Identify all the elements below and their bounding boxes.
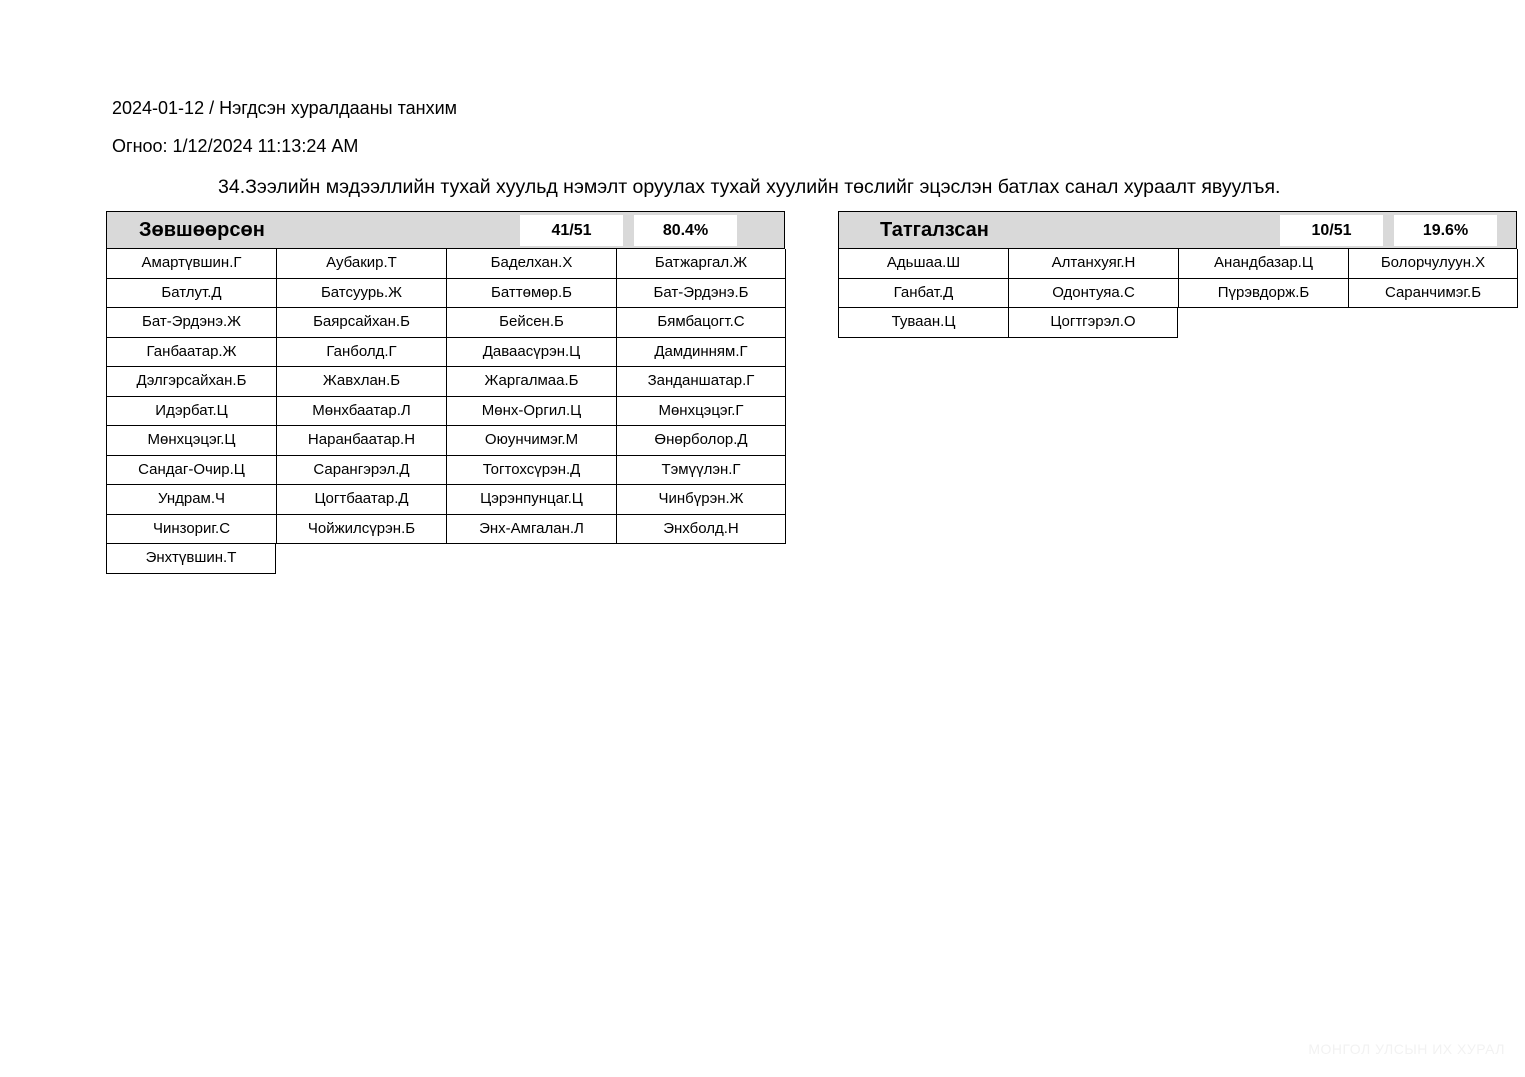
member-name-cell: Мөнхбаатар.Л xyxy=(276,397,446,427)
member-name-cell: Чинбүрэн.Ж xyxy=(616,485,786,515)
watermark: МОНГОЛ УЛСЫН ИХ ХУРАЛ xyxy=(1308,1041,1505,1057)
member-name-cell: Ганбат.Д xyxy=(838,279,1008,309)
member-name-cell: Жавхлан.Б xyxy=(276,367,446,397)
session-title: 2024-01-12 / Нэгдсэн хуралдааны танхим xyxy=(112,98,457,118)
member-name-cell: Наранбаатар.Н xyxy=(276,426,446,456)
rejected-title: Татгалзсан xyxy=(880,219,989,241)
member-name-cell: Адьшаа.Ш xyxy=(838,249,1008,279)
member-name-cell: Батлут.Д xyxy=(106,279,276,309)
member-name-cell: Ганбаатар.Ж xyxy=(106,338,276,368)
member-name-cell: Занданшатар.Г xyxy=(616,367,786,397)
member-name-cell: Анандбазар.Ц xyxy=(1178,249,1348,279)
member-name-cell: Сандаг-Очир.Ц xyxy=(106,456,276,486)
member-name-cell: Батжаргал.Ж xyxy=(616,249,786,279)
member-name-cell: Дэлгэрсайхан.Б xyxy=(106,367,276,397)
member-name-cell: Идэрбат.Ц xyxy=(106,397,276,427)
member-name-cell: Ундрам.Ч xyxy=(106,485,276,515)
rejected-header xyxy=(838,211,1517,249)
member-name-cell: Сарангэрэл.Д xyxy=(276,456,446,486)
member-name-cell: Мөнхцэцэг.Г xyxy=(616,397,786,427)
member-name-cell: Болорчулуун.Х xyxy=(1348,249,1518,279)
member-name-cell: Дамдинням.Г xyxy=(616,338,786,368)
vote-question: 34.Зээлийн мэдээллийн тухай хуульд нэмэлт оруулах тухай хуулийн төслийг эцэслэн батлах санал хураалт явуулъя. xyxy=(218,176,1281,198)
member-name-cell: Тэмүүлэн.Г xyxy=(616,456,786,486)
member-name-cell: Оюунчимэг.М xyxy=(446,426,616,456)
member-name-cell: Бат-Эрдэнэ.Ж xyxy=(106,308,276,338)
member-name-cell: Саранчимэг.Б xyxy=(1348,279,1518,309)
member-name-cell: Алтанхуяг.Н xyxy=(1008,249,1178,279)
member-name-cell: Мөнхцэцэг.Ц xyxy=(106,426,276,456)
approved-header xyxy=(106,211,785,249)
member-name-cell: Баделхан.Х xyxy=(446,249,616,279)
approved-title: Зөвшөөрсөн xyxy=(139,219,265,241)
member-name-cell: Чинзориг.С xyxy=(106,515,276,545)
member-name-cell: Чойжилсүрэн.Б xyxy=(276,515,446,545)
member-name-cell: Батсуурь.Ж xyxy=(276,279,446,309)
member-name-cell: Одонтуяа.С xyxy=(1008,279,1178,309)
rejected-count: 10/51 xyxy=(1280,215,1383,246)
rejected-percent: 19.6% xyxy=(1394,215,1497,246)
member-name-cell: Тогтохсүрэн.Д xyxy=(446,456,616,486)
member-name-cell: Энхтүвшин.Т xyxy=(106,544,276,574)
rejected-panel xyxy=(838,211,1517,338)
member-name-cell: Баттөмөр.Б xyxy=(446,279,616,309)
member-name-cell: Цогтгэрэл.О xyxy=(1008,308,1178,338)
member-name-cell: Мөнх-Оргил.Ц xyxy=(446,397,616,427)
member-name-cell: Энхболд.Н xyxy=(616,515,786,545)
approved-count: 41/51 xyxy=(520,215,623,246)
approved-members-grid xyxy=(106,249,785,574)
member-name-cell: Бямбацогт.С xyxy=(616,308,786,338)
member-name-cell: Амартүвшин.Г xyxy=(106,249,276,279)
member-name-cell: Цэрэнпунцаг.Ц xyxy=(446,485,616,515)
member-name-cell: Ганболд.Г xyxy=(276,338,446,368)
member-name-cell: Даваасүрэн.Ц xyxy=(446,338,616,368)
member-name-cell: Энх-Амгалан.Л xyxy=(446,515,616,545)
member-name-cell: Туваан.Ц xyxy=(838,308,1008,338)
member-name-cell: Бат-Эрдэнэ.Б xyxy=(616,279,786,309)
member-name-cell: Жаргалмаа.Б xyxy=(446,367,616,397)
member-name-cell: Аубакир.Т xyxy=(276,249,446,279)
member-name-cell: Өнөрболор.Д xyxy=(616,426,786,456)
approved-percent: 80.4% xyxy=(634,215,737,246)
approved-panel xyxy=(106,211,785,574)
member-name-cell: Пүрэвдорж.Б xyxy=(1178,279,1348,309)
member-name-cell: Баярсайхан.Б xyxy=(276,308,446,338)
member-name-cell: Цогтбаатар.Д xyxy=(276,485,446,515)
date-line: Огноо: 1/12/2024 11:13:24 AM xyxy=(112,136,359,156)
rejected-members-grid xyxy=(838,249,1517,338)
member-name-cell: Бейсен.Б xyxy=(446,308,616,338)
